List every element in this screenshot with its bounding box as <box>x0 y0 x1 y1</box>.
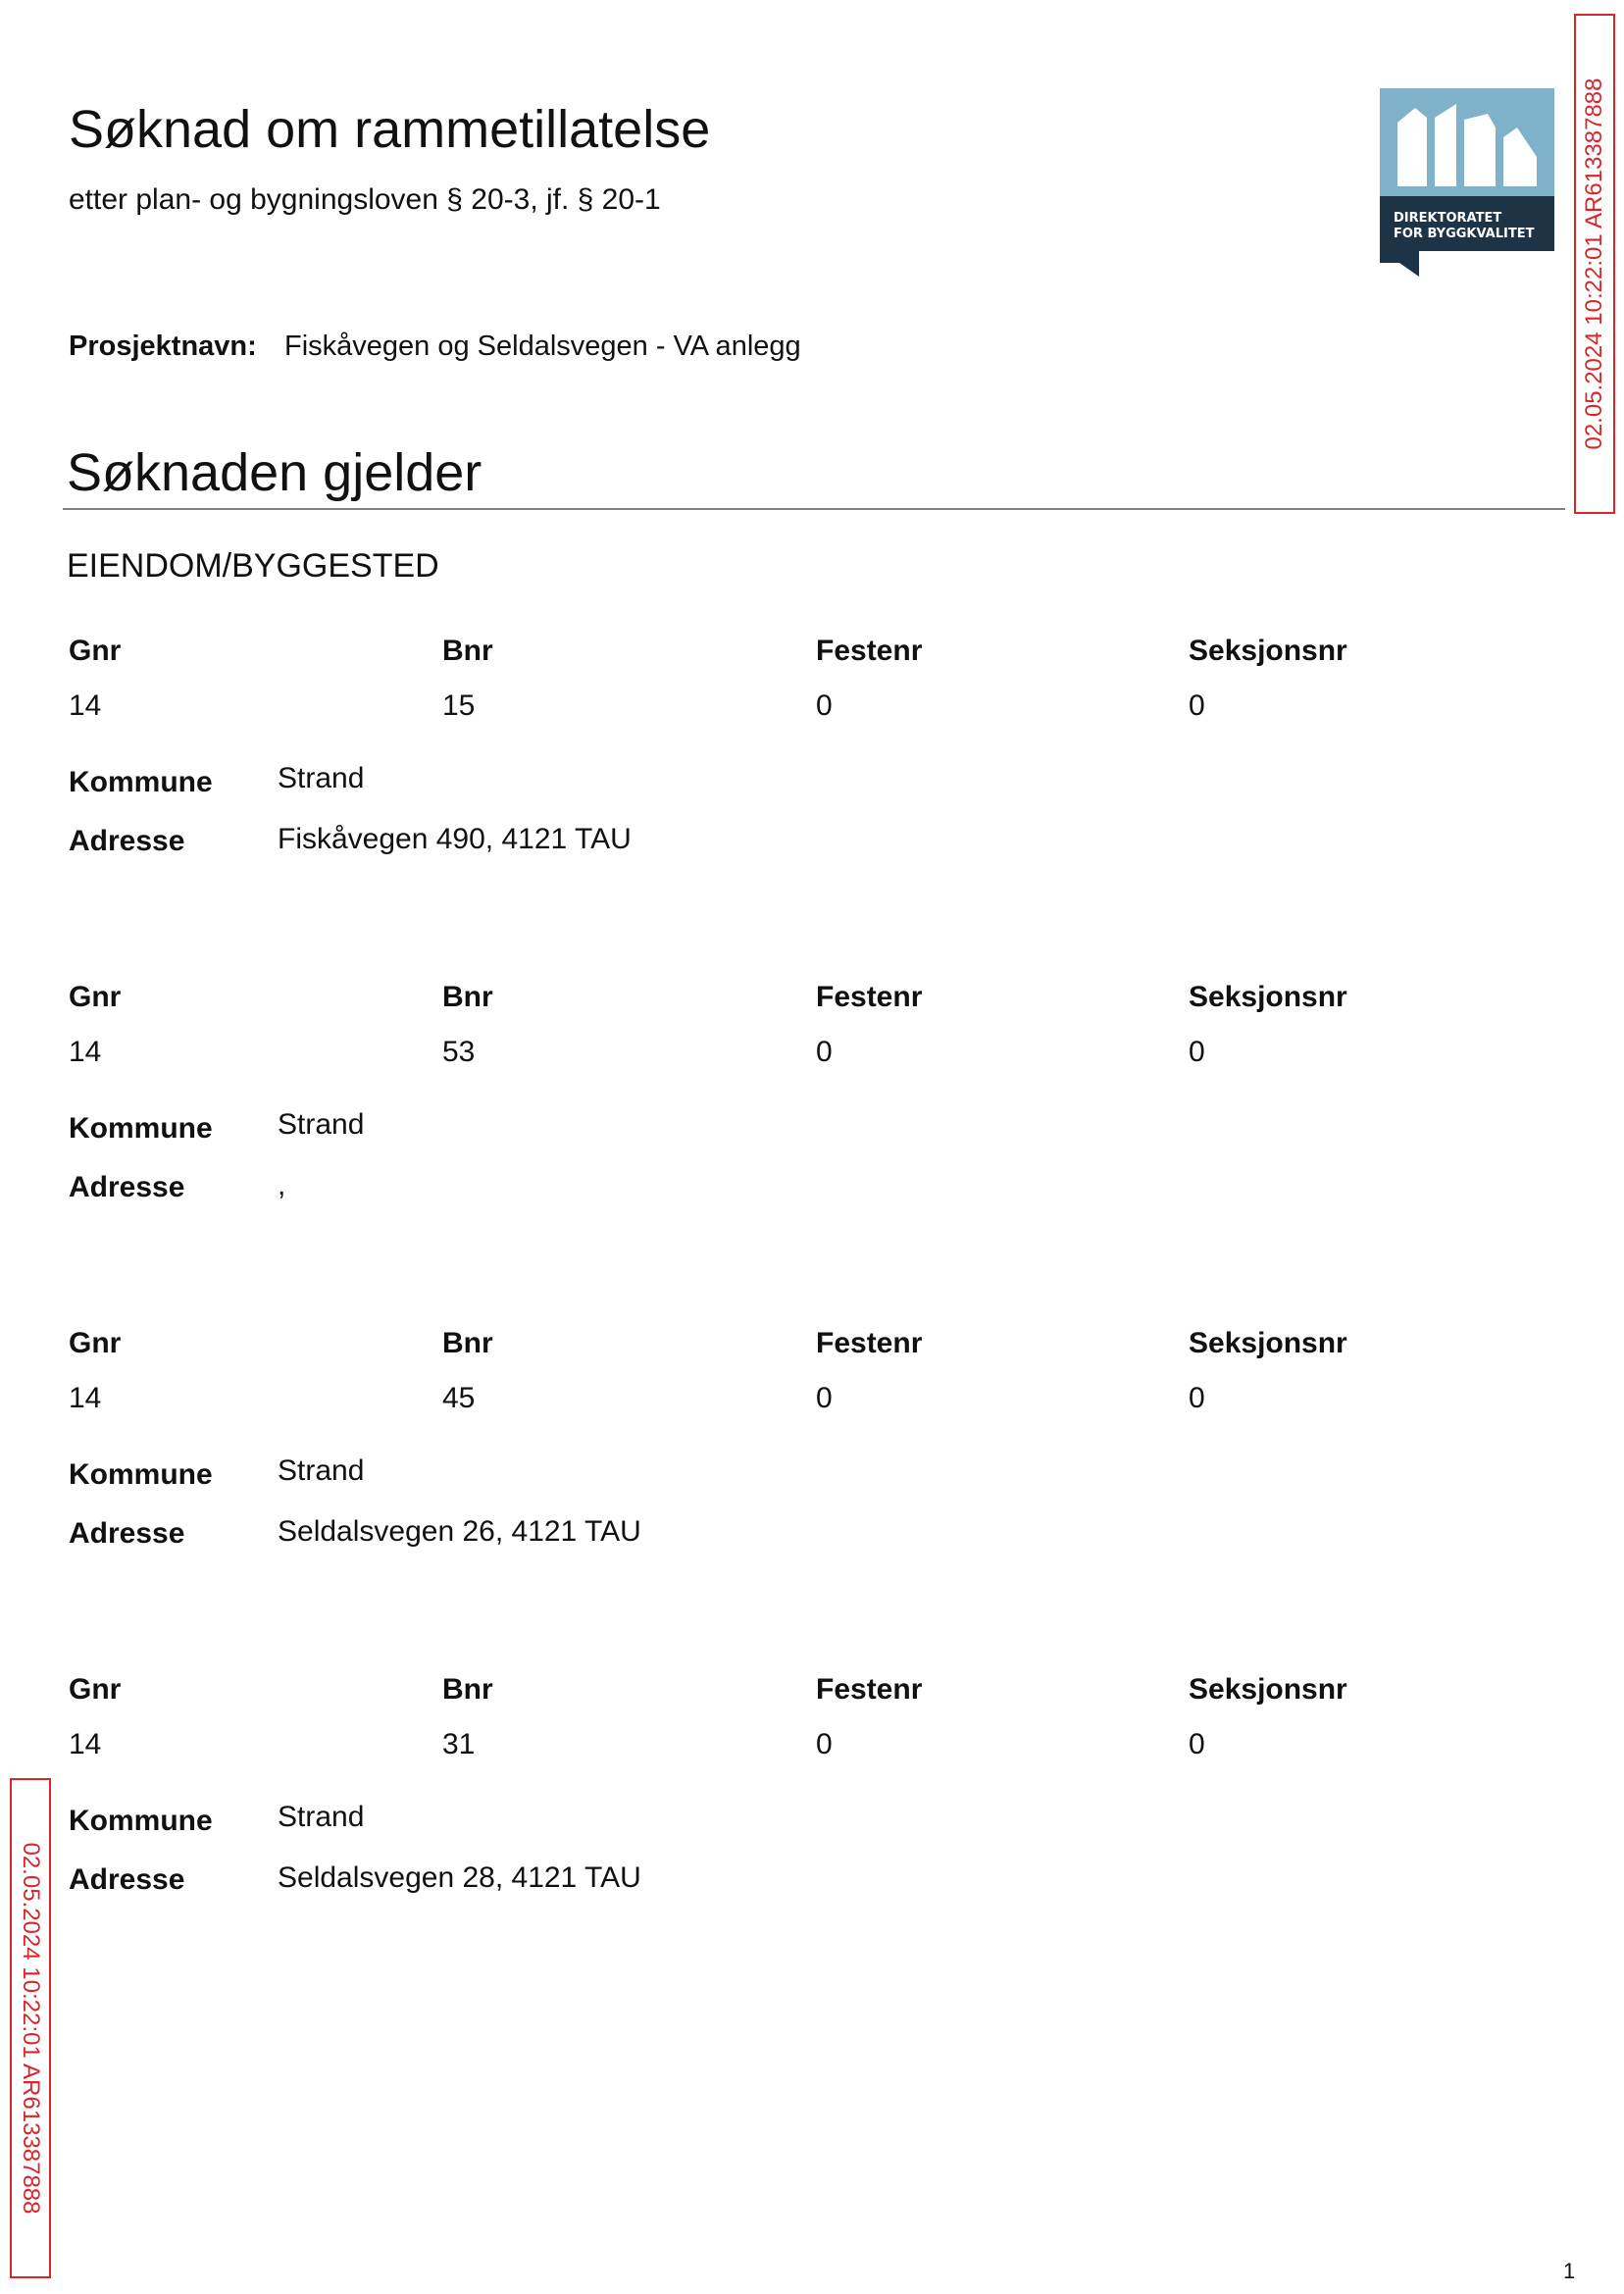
festenr-value: 0 <box>816 1728 833 1760</box>
seksjonsnr-value: 0 <box>1189 1728 1205 1760</box>
property-block <box>0 1327 1624 1582</box>
gnr-label: Gnr <box>69 635 122 667</box>
kommune-value: Strand <box>278 1454 365 1487</box>
section-title: Søknaden gjelder <box>67 443 482 502</box>
document-subtitle: etter plan- og bygningsloven § 20-3, jf. § 20-1 <box>69 183 661 216</box>
seksjonsnr-label: Seksjonsnr <box>1189 981 1347 1013</box>
property-block <box>0 981 1624 1236</box>
kommune-value: Strand <box>278 762 365 794</box>
bnr-label: Bnr <box>442 1327 493 1359</box>
bnr-label: Bnr <box>442 1673 493 1706</box>
festenr-label: Festenr <box>816 1327 923 1359</box>
property-block <box>0 1673 1624 1928</box>
gnr-label: Gnr <box>69 1673 122 1706</box>
adresse-label: Adresse <box>69 1517 185 1550</box>
seksjonsnr-value: 0 <box>1189 1382 1205 1414</box>
bnr-label: Bnr <box>442 981 493 1013</box>
bnr-value: 15 <box>442 689 476 722</box>
section-divider <box>63 508 1565 510</box>
project-name-label: Prosjektnavn: <box>69 331 257 362</box>
gnr-value: 14 <box>69 689 102 722</box>
stamp-text: 02.05.2024 10:22:01 AR613387888 <box>1581 77 1607 450</box>
festenr-label: Festenr <box>816 1673 923 1706</box>
adresse-label: Adresse <box>69 825 185 857</box>
building-logo-icon <box>1380 88 1554 277</box>
seksjonsnr-label: Seksjonsnr <box>1189 635 1347 667</box>
adresse-value: , <box>278 1169 286 1201</box>
festenr-value: 0 <box>816 689 833 722</box>
kommune-label: Kommune <box>69 766 213 798</box>
festenr-value: 0 <box>816 1382 833 1414</box>
project-name-value: Fiskåvegen og Seldalsvegen - VA anlegg <box>284 331 801 362</box>
kommune-label: Kommune <box>69 1805 213 1837</box>
adresse-value: Seldalsvegen 26, 4121 TAU <box>278 1515 641 1548</box>
kommune-label: Kommune <box>69 1458 213 1491</box>
document-title: Søknad om rammetillatelse <box>69 100 711 159</box>
seksjonsnr-label: Seksjonsnr <box>1189 1673 1347 1706</box>
gnr-label: Gnr <box>69 1327 122 1359</box>
gnr-value: 14 <box>69 1728 102 1760</box>
adresse-value: Fiskåvegen 490, 4121 TAU <box>278 823 632 855</box>
seksjonsnr-value: 0 <box>1189 689 1205 722</box>
kommune-value: Strand <box>278 1801 365 1833</box>
gnr-value: 14 <box>69 1036 102 1068</box>
property-block <box>0 635 1624 890</box>
bnr-value: 45 <box>442 1382 476 1414</box>
dibk-logo <box>1380 88 1554 277</box>
adresse-label: Adresse <box>69 1171 185 1203</box>
gnr-value: 14 <box>69 1382 102 1414</box>
bnr-value: 53 <box>442 1036 476 1068</box>
festenr-label: Festenr <box>816 981 923 1013</box>
kommune-label: Kommune <box>69 1112 213 1145</box>
adresse-label: Adresse <box>69 1863 185 1896</box>
festenr-value: 0 <box>816 1036 833 1068</box>
archive-stamp-right <box>1574 14 1615 514</box>
gnr-label: Gnr <box>69 981 122 1013</box>
logo-text-line1: DIREKTORATET <box>1394 211 1502 226</box>
seksjonsnr-value: 0 <box>1189 1036 1205 1068</box>
subsection-title: EIENDOM/BYGGESTED <box>67 547 439 585</box>
kommune-value: Strand <box>278 1108 365 1141</box>
page-number: 1 <box>1563 2259 1576 2283</box>
bnr-label: Bnr <box>442 635 493 667</box>
seksjonsnr-label: Seksjonsnr <box>1189 1327 1347 1359</box>
archive-stamp-left <box>10 1778 51 2278</box>
adresse-value: Seldalsvegen 28, 4121 TAU <box>278 1861 641 1894</box>
stamp-text: 02.05.2024 10:22:01 AR613387888 <box>18 1842 44 2215</box>
logo-text-line2: FOR BYGGKVALITET <box>1394 227 1535 241</box>
bnr-value: 31 <box>442 1728 476 1760</box>
festenr-label: Festenr <box>816 635 923 667</box>
